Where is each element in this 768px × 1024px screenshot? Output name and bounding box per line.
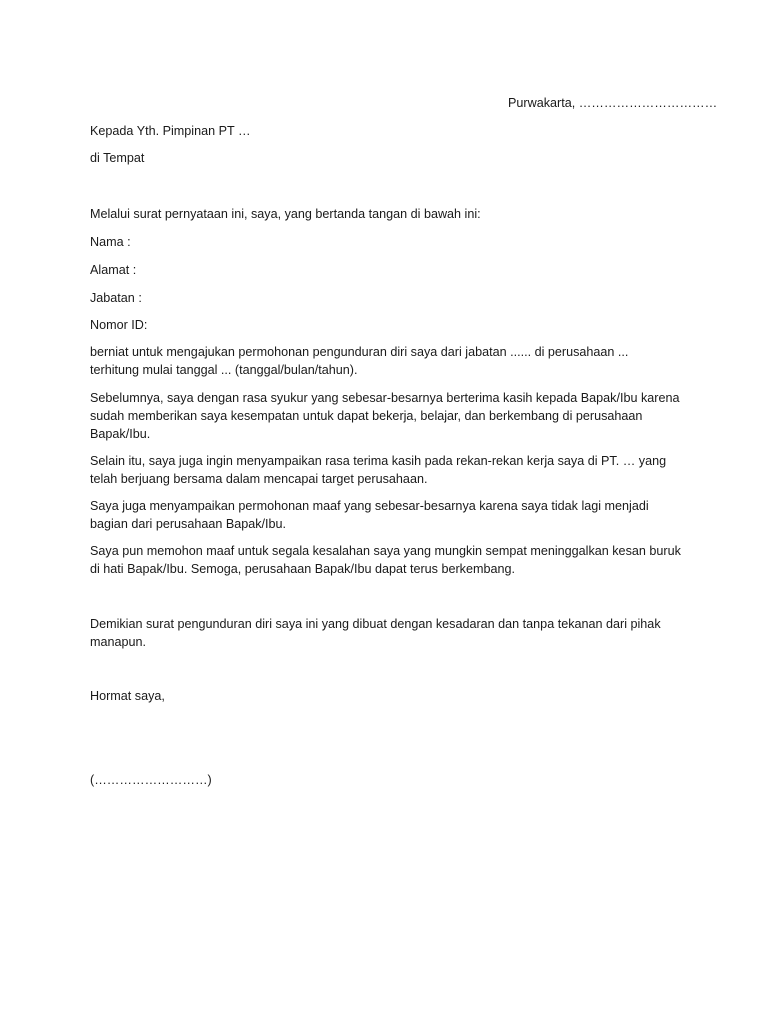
paragraph-line: bagian dari perusahaan Bapak/Ibu. — [90, 517, 287, 531]
signature-placeholder: (………………………) — [90, 773, 212, 787]
paragraph-line: Demikian surat pengunduran diri saya ini yang dibuat dengan kesadaran dan tanpa tekanan dari pihak — [90, 617, 661, 631]
paragraph-line: telah berjuang bersama dalam mencapai target perusahaan. — [90, 472, 428, 486]
field-name: Nama : — [90, 235, 131, 249]
intro-line: Melalui surat pernyataan ini, saya, yang bertanda tangan di bawah ini: — [90, 207, 481, 221]
paragraph-line: Bapak/Ibu. — [90, 427, 151, 441]
paragraph-line: terhitung mulai tanggal ... (tanggal/bulan/tahun). — [90, 363, 358, 377]
paragraph-thanks-colleagues — [90, 452, 690, 488]
field-position: Jabatan : — [90, 291, 142, 305]
paragraph-line: Sebelumnya, saya dengan rasa syukur yang sebesar-besarnya berterima kasih kepada Bapak/Ibu karena — [90, 391, 680, 405]
paragraph-apology — [90, 497, 690, 533]
field-address: Alamat : — [90, 263, 137, 277]
location-line: di Tempat — [90, 151, 145, 165]
paragraph-line: manapun. — [90, 635, 147, 649]
paragraph-forgiveness — [90, 542, 690, 578]
field-id-number: Nomor ID: — [90, 318, 148, 332]
paragraph-line: Selain itu, saya juga ingin menyampaikan rasa terima kasih pada rekan-rekan kerja saya di PT. … yang — [90, 454, 667, 468]
place-date: Purwakarta, …………………………… — [508, 96, 718, 110]
paragraph-line: Saya pun memohon maaf untuk segala kesalahan saya yang mungkin sempat meninggalkan kesan buruk — [90, 544, 681, 558]
recipient-line: Kepada Yth. Pimpinan PT … — [90, 124, 251, 138]
closing-salutation: Hormat saya, — [90, 689, 165, 703]
paragraph-line: di hati Bapak/Ibu. Semoga, perusahaan Bapak/Ibu dapat terus berkembang. — [90, 562, 515, 576]
paragraph-line: sudah memberikan saya kesempatan untuk dapat bekerja, belajar, dan berkembang di perusahaan — [90, 409, 643, 423]
paragraph-line: berniat untuk mengajukan permohonan pengunduran diri saya dari jabatan ...... di perusahaan ... — [90, 345, 629, 359]
paragraph-thanks-company — [90, 389, 690, 443]
paragraph-closing-statement — [90, 615, 690, 651]
paragraph-resignation — [90, 343, 690, 379]
paragraph-line: Saya juga menyampaikan permohonan maaf yang sebesar-besarnya karena saya tidak lagi menjadi — [90, 499, 649, 513]
